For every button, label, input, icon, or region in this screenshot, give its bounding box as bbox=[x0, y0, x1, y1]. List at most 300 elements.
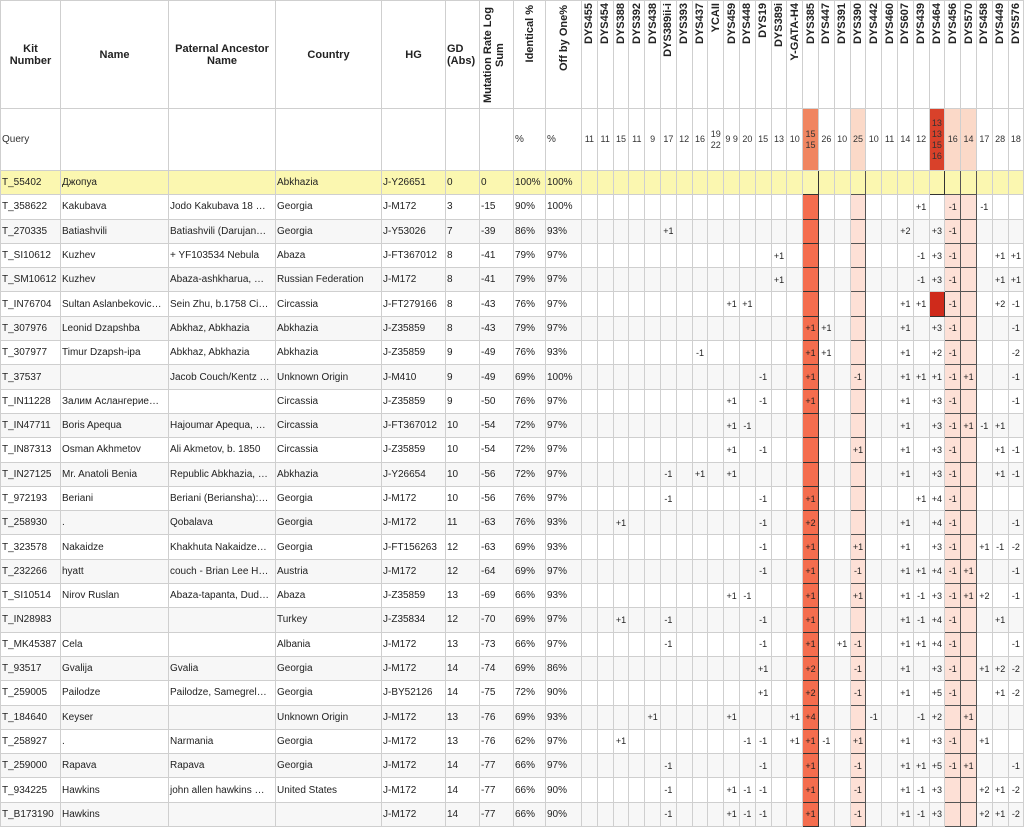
kit-number-cell[interactable]: T_MK45387 bbox=[1, 632, 61, 656]
name-cell[interactable]: Kuzhev bbox=[61, 268, 169, 292]
ancestor-cell: Hajoumar Apequa, … bbox=[169, 413, 276, 437]
off-by-one-cell: 90% bbox=[546, 778, 582, 802]
marker-cell bbox=[992, 219, 1008, 243]
identical-cell: 69% bbox=[514, 559, 546, 583]
marker-cell bbox=[582, 584, 598, 608]
country-cell: Circassia bbox=[276, 389, 382, 413]
hg-cell: J-FT367012 bbox=[382, 243, 446, 267]
country-cell: Abaza bbox=[276, 243, 382, 267]
marker-header[interactable] bbox=[897, 1, 913, 109]
marker-label: DYS447 bbox=[820, 3, 833, 44]
country-cell: Circassia bbox=[276, 438, 382, 462]
marker-cell bbox=[787, 389, 803, 413]
marker-cell: +2 bbox=[976, 802, 992, 826]
marker-cell bbox=[629, 486, 645, 510]
marker-cell: -1 bbox=[945, 195, 961, 219]
marker-cell: +3 bbox=[929, 778, 945, 802]
marker-header[interactable] bbox=[739, 1, 755, 109]
marker-cell bbox=[834, 802, 850, 826]
col-hg[interactable]: HG bbox=[382, 1, 446, 109]
marker-header[interactable] bbox=[597, 1, 613, 109]
marker-header[interactable] bbox=[676, 1, 692, 109]
name-cell[interactable]: Kuzhev bbox=[61, 243, 169, 267]
marker-cell bbox=[771, 316, 787, 340]
marker-header[interactable] bbox=[724, 1, 740, 109]
marker-header[interactable] bbox=[787, 1, 803, 109]
marker-cell bbox=[739, 389, 755, 413]
name-cell[interactable]: Rapava bbox=[61, 754, 169, 778]
marker-cell bbox=[739, 341, 755, 365]
marker-cell: -1 bbox=[913, 268, 929, 292]
marker-cell bbox=[755, 195, 771, 219]
name-cell[interactable]: Gvalija bbox=[61, 656, 169, 680]
name-cell[interactable]: Залим Аслангерие… bbox=[61, 389, 169, 413]
name-cell[interactable]: Boris Apequa bbox=[61, 413, 169, 437]
name-cell[interactable]: Osman Akhmetov bbox=[61, 438, 169, 462]
marker-cell bbox=[582, 754, 598, 778]
marker-cell bbox=[676, 559, 692, 583]
country-cell: Georgia bbox=[276, 754, 382, 778]
marker-cell bbox=[629, 413, 645, 437]
marker-cell bbox=[613, 754, 629, 778]
marker-cell bbox=[882, 535, 898, 559]
name-cell[interactable]: Sultan Aslanbekovic… bbox=[61, 292, 169, 316]
kit-number-cell[interactable]: T_184640 bbox=[1, 705, 61, 729]
marker-cell: +1 bbox=[818, 316, 834, 340]
marker-cell bbox=[834, 292, 850, 316]
kit-number-cell[interactable]: T_IN87313 bbox=[1, 438, 61, 462]
kit-number-cell[interactable]: T_IN28983 bbox=[1, 608, 61, 632]
kit-number-cell[interactable]: T_358622 bbox=[1, 195, 61, 219]
marker-cell: +1 bbox=[692, 462, 708, 486]
marker-cell bbox=[724, 195, 740, 219]
query-marker-value: 28 bbox=[992, 109, 1008, 171]
marker-header[interactable] bbox=[992, 1, 1008, 109]
marker-header[interactable] bbox=[945, 1, 961, 109]
marker-cell: -2 bbox=[1008, 778, 1024, 802]
marker-header[interactable] bbox=[582, 1, 598, 109]
marker-cell bbox=[660, 656, 676, 680]
marker-cell: +1 bbox=[803, 754, 819, 778]
name-cell[interactable]: Beriani bbox=[61, 486, 169, 510]
marker-cell bbox=[771, 729, 787, 753]
marker-header[interactable] bbox=[976, 1, 992, 109]
marker-label: DYS389i bbox=[772, 3, 785, 48]
marker-header[interactable] bbox=[692, 1, 708, 109]
query-marker-value: 16 bbox=[692, 109, 708, 171]
mutation-cell: -75 bbox=[480, 681, 514, 705]
marker-header[interactable] bbox=[613, 1, 629, 109]
table-row[interactable] bbox=[1, 802, 1024, 826]
kit-number-cell[interactable]: T_972193 bbox=[1, 486, 61, 510]
mutation-cell: -50 bbox=[480, 389, 514, 413]
marker-cell bbox=[597, 584, 613, 608]
marker-cell: +4 bbox=[803, 705, 819, 729]
kit-number-cell[interactable]: T_IN27125 bbox=[1, 462, 61, 486]
kit-number-cell[interactable]: T_232266 bbox=[1, 559, 61, 583]
kit-number-cell[interactable]: T_SM10612 bbox=[1, 268, 61, 292]
name-cell[interactable]: Cela bbox=[61, 632, 169, 656]
marker-cell: +1 bbox=[613, 608, 629, 632]
marker-cell bbox=[818, 705, 834, 729]
name-cell[interactable]: Hawkins bbox=[61, 778, 169, 802]
kit-number-cell[interactable]: T_55402 bbox=[1, 171, 61, 195]
marker-cell bbox=[961, 438, 977, 462]
kit-number-cell[interactable]: T_323578 bbox=[1, 535, 61, 559]
marker-cell bbox=[771, 292, 787, 316]
marker-cell: +1 bbox=[755, 681, 771, 705]
hg-cell: J-Z35834 bbox=[382, 608, 446, 632]
name-cell[interactable]: Nirov Ruslan bbox=[61, 584, 169, 608]
marker-cell bbox=[597, 681, 613, 705]
query-off: % bbox=[546, 109, 582, 171]
name-cell[interactable]: Hawkins bbox=[61, 802, 169, 826]
kit-number-cell[interactable]: T_IN11228 bbox=[1, 389, 61, 413]
marker-cell bbox=[929, 171, 945, 195]
marker-cell bbox=[645, 802, 661, 826]
marker-cell: -1 bbox=[945, 486, 961, 510]
marker-cell bbox=[739, 268, 755, 292]
table-row[interactable] bbox=[1, 754, 1024, 778]
kit-number-cell[interactable]: T_SI10612 bbox=[1, 243, 61, 267]
table-row[interactable] bbox=[1, 559, 1024, 583]
marker-cell bbox=[961, 486, 977, 510]
table-row[interactable] bbox=[1, 413, 1024, 437]
marker-cell bbox=[834, 705, 850, 729]
table-row[interactable] bbox=[1, 729, 1024, 753]
marker-cell bbox=[992, 365, 1008, 389]
kit-number-cell[interactable]: T_37537 bbox=[1, 365, 61, 389]
table-row[interactable] bbox=[1, 219, 1024, 243]
kit-number-cell[interactable]: T_259000 bbox=[1, 754, 61, 778]
marker-cell bbox=[692, 705, 708, 729]
marker-cell bbox=[660, 438, 676, 462]
marker-cell bbox=[724, 656, 740, 680]
marker-cell bbox=[992, 171, 1008, 195]
marker-header[interactable] bbox=[708, 1, 724, 109]
marker-cell: +1 bbox=[897, 802, 913, 826]
marker-cell bbox=[676, 341, 692, 365]
query-marker-value: 11 bbox=[629, 109, 645, 171]
table-row[interactable] bbox=[1, 292, 1024, 316]
mutation-cell: -76 bbox=[480, 729, 514, 753]
marker-header[interactable] bbox=[850, 1, 866, 109]
marker-cell: -1 bbox=[755, 389, 771, 413]
kit-number-cell[interactable]: T_934225 bbox=[1, 778, 61, 802]
table-row[interactable] bbox=[1, 632, 1024, 656]
marker-cell bbox=[771, 705, 787, 729]
marker-cell bbox=[961, 292, 977, 316]
marker-cell bbox=[913, 389, 929, 413]
table-row[interactable] bbox=[1, 171, 1024, 195]
kit-number-cell[interactable]: T_307977 bbox=[1, 341, 61, 365]
marker-cell bbox=[708, 438, 724, 462]
table-row[interactable] bbox=[1, 535, 1024, 559]
identical-cell: 79% bbox=[514, 316, 546, 340]
marker-header[interactable] bbox=[866, 1, 882, 109]
marker-cell bbox=[692, 584, 708, 608]
marker-cell bbox=[676, 681, 692, 705]
identical-cell: 69% bbox=[514, 705, 546, 729]
marker-cell: +1 bbox=[803, 316, 819, 340]
marker-cell: -1 bbox=[692, 341, 708, 365]
name-cell[interactable]: hyatt bbox=[61, 559, 169, 583]
marker-cell: +1 bbox=[897, 681, 913, 705]
table-row[interactable] bbox=[1, 438, 1024, 462]
identical-cell: 69% bbox=[514, 608, 546, 632]
marker-cell bbox=[645, 268, 661, 292]
hg-cell: J-FT156263 bbox=[382, 535, 446, 559]
marker-cell bbox=[818, 438, 834, 462]
col-mutation-rate-label: Mutation Rate Log Sum bbox=[481, 7, 506, 103]
name-cell[interactable] bbox=[61, 608, 169, 632]
identical-cell: 79% bbox=[514, 243, 546, 267]
off-by-one-cell: 97% bbox=[546, 292, 582, 316]
marker-header[interactable] bbox=[771, 1, 787, 109]
name-cell[interactable]: Leonid Dzapshba bbox=[61, 316, 169, 340]
marker-cell bbox=[676, 268, 692, 292]
table-row[interactable] bbox=[1, 511, 1024, 535]
marker-cell bbox=[771, 608, 787, 632]
marker-cell: +3 bbox=[929, 219, 945, 243]
table-row[interactable] bbox=[1, 462, 1024, 486]
marker-cell bbox=[692, 778, 708, 802]
marker-cell bbox=[629, 705, 645, 729]
marker-label: DYS438 bbox=[646, 3, 659, 44]
query-marker-value: 13 bbox=[771, 109, 787, 171]
marker-cell bbox=[834, 219, 850, 243]
kit-number-cell[interactable]: T_258927 bbox=[1, 729, 61, 753]
marker-cell bbox=[645, 365, 661, 389]
marker-cell bbox=[818, 778, 834, 802]
marker-cell bbox=[645, 559, 661, 583]
table-row[interactable] bbox=[1, 656, 1024, 680]
marker-label: DYS459 bbox=[725, 3, 738, 44]
name-cell[interactable]: Pailodze bbox=[61, 681, 169, 705]
ancestor-cell: Gvalia bbox=[169, 656, 276, 680]
marker-cell bbox=[882, 292, 898, 316]
marker-cell: +1 bbox=[803, 365, 819, 389]
table-row[interactable] bbox=[1, 316, 1024, 340]
kit-number-cell[interactable]: T_270335 bbox=[1, 219, 61, 243]
name-cell[interactable]: . bbox=[61, 511, 169, 535]
name-cell[interactable]: Mr. Anatoli Benia bbox=[61, 462, 169, 486]
marker-header[interactable] bbox=[755, 1, 771, 109]
name-cell[interactable] bbox=[61, 365, 169, 389]
marker-cell: -1 bbox=[913, 778, 929, 802]
mutation-cell: -49 bbox=[480, 365, 514, 389]
marker-cell: -1 bbox=[913, 705, 929, 729]
marker-cell: +3 bbox=[929, 413, 945, 437]
marker-cell bbox=[724, 632, 740, 656]
off-by-one-cell: 97% bbox=[546, 486, 582, 510]
off-by-one-cell: 100% bbox=[546, 365, 582, 389]
marker-cell bbox=[676, 584, 692, 608]
marker-header[interactable] bbox=[1008, 1, 1024, 109]
country-cell: Abkhazia bbox=[276, 316, 382, 340]
marker-cell bbox=[882, 511, 898, 535]
marker-cell bbox=[945, 778, 961, 802]
kit-number-cell[interactable]: T_B173190 bbox=[1, 802, 61, 826]
marker-cell: -1 bbox=[1008, 292, 1024, 316]
marker-cell bbox=[755, 292, 771, 316]
marker-cell bbox=[961, 681, 977, 705]
kit-number-cell[interactable]: T_258930 bbox=[1, 511, 61, 535]
marker-cell bbox=[834, 656, 850, 680]
table-row[interactable] bbox=[1, 608, 1024, 632]
gd-cell: 3 bbox=[446, 195, 480, 219]
table-row[interactable] bbox=[1, 268, 1024, 292]
ancestor-cell: Sein Zhu, b.1758 Ci… bbox=[169, 292, 276, 316]
marker-cell: -2 bbox=[1008, 681, 1024, 705]
marker-cell bbox=[582, 438, 598, 462]
mutation-cell: -49 bbox=[480, 341, 514, 365]
marker-cell bbox=[850, 195, 866, 219]
col-identical[interactable] bbox=[514, 1, 546, 109]
marker-cell bbox=[976, 171, 992, 195]
marker-cell bbox=[597, 632, 613, 656]
marker-cell bbox=[866, 535, 882, 559]
table-row[interactable] bbox=[1, 365, 1024, 389]
marker-cell bbox=[582, 608, 598, 632]
marker-cell: +1 bbox=[724, 462, 740, 486]
marker-cell bbox=[787, 486, 803, 510]
marker-cell bbox=[913, 413, 929, 437]
query-empty-cell bbox=[382, 109, 446, 171]
marker-cell: +1 bbox=[992, 802, 1008, 826]
table-row[interactable] bbox=[1, 705, 1024, 729]
hg-cell: J-Y53026 bbox=[382, 219, 446, 243]
kit-number-cell[interactable]: T_IN47711 bbox=[1, 413, 61, 437]
marker-header[interactable] bbox=[818, 1, 834, 109]
marker-cell bbox=[976, 365, 992, 389]
marker-cell: -1 bbox=[755, 754, 771, 778]
marker-cell bbox=[724, 365, 740, 389]
marker-cell bbox=[660, 243, 676, 267]
marker-cell: -1 bbox=[945, 729, 961, 753]
marker-label: DYS576 bbox=[1009, 3, 1022, 44]
marker-cell bbox=[613, 195, 629, 219]
marker-cell bbox=[866, 389, 882, 413]
marker-cell: -1 bbox=[945, 268, 961, 292]
marker-header[interactable] bbox=[803, 1, 819, 109]
ancestor-cell: Abaza-tapanta, Dud… bbox=[169, 584, 276, 608]
marker-cell: -1 bbox=[1008, 438, 1024, 462]
marker-cell bbox=[882, 195, 898, 219]
marker-header[interactable] bbox=[961, 1, 977, 109]
name-cell[interactable]: Keyser bbox=[61, 705, 169, 729]
marker-cell bbox=[866, 486, 882, 510]
table-row[interactable] bbox=[1, 243, 1024, 267]
name-cell[interactable]: Nakaidze bbox=[61, 535, 169, 559]
marker-cell bbox=[582, 656, 598, 680]
table-row[interactable] bbox=[1, 778, 1024, 802]
marker-cell bbox=[818, 535, 834, 559]
kit-number-cell[interactable]: T_SI10514 bbox=[1, 584, 61, 608]
marker-cell bbox=[708, 729, 724, 753]
col-country[interactable]: Country bbox=[276, 1, 382, 109]
name-cell[interactable]: Джопуа bbox=[61, 171, 169, 195]
marker-cell: +1 bbox=[724, 389, 740, 413]
col-kit-number[interactable]: Kit Number bbox=[1, 1, 61, 109]
col-off-by-one[interactable] bbox=[546, 1, 582, 109]
table-row[interactable] bbox=[1, 681, 1024, 705]
query-empty-cell bbox=[169, 109, 276, 171]
marker-cell bbox=[692, 559, 708, 583]
col-mutation-rate[interactable] bbox=[480, 1, 514, 109]
marker-cell: +1 bbox=[897, 316, 913, 340]
marker-header[interactable] bbox=[913, 1, 929, 109]
marker-cell bbox=[724, 754, 740, 778]
marker-cell: +1 bbox=[961, 365, 977, 389]
table-row[interactable] bbox=[1, 195, 1024, 219]
table-row[interactable] bbox=[1, 341, 1024, 365]
marker-cell bbox=[771, 486, 787, 510]
marker-cell: -1 bbox=[1008, 365, 1024, 389]
marker-cell bbox=[850, 462, 866, 486]
off-by-one-cell: 93% bbox=[546, 219, 582, 243]
table-row[interactable] bbox=[1, 389, 1024, 413]
table-row[interactable] bbox=[1, 584, 1024, 608]
marker-cell bbox=[645, 389, 661, 413]
marker-cell: +1 bbox=[992, 413, 1008, 437]
marker-cell: -1 bbox=[945, 559, 961, 583]
gd-cell: 9 bbox=[446, 389, 480, 413]
col-paternal-ancestor[interactable]: Paternal Ancestor Name bbox=[169, 1, 276, 109]
marker-cell bbox=[882, 462, 898, 486]
marker-cell bbox=[582, 462, 598, 486]
marker-header[interactable] bbox=[929, 1, 945, 109]
col-name[interactable]: Name bbox=[61, 1, 169, 109]
kit-number-cell[interactable]: T_93517 bbox=[1, 656, 61, 680]
marker-cell bbox=[850, 413, 866, 437]
marker-header[interactable] bbox=[834, 1, 850, 109]
col-gd[interactable]: GD (Abs) bbox=[446, 1, 480, 109]
marker-cell bbox=[645, 413, 661, 437]
kit-number-cell[interactable]: T_259005 bbox=[1, 681, 61, 705]
kit-number-cell[interactable]: T_IN76704 bbox=[1, 292, 61, 316]
marker-cell bbox=[613, 413, 629, 437]
table-row[interactable] bbox=[1, 486, 1024, 510]
marker-cell bbox=[850, 608, 866, 632]
marker-cell bbox=[676, 171, 692, 195]
marker-header[interactable] bbox=[645, 1, 661, 109]
marker-cell bbox=[771, 462, 787, 486]
marker-cell bbox=[645, 438, 661, 462]
name-cell[interactable]: . bbox=[61, 729, 169, 753]
marker-cell bbox=[645, 462, 661, 486]
marker-cell bbox=[708, 802, 724, 826]
country-cell: Albania bbox=[276, 632, 382, 656]
marker-cell: -1 bbox=[755, 729, 771, 753]
marker-cell bbox=[834, 243, 850, 267]
name-cell[interactable]: Timur Dzapsh-ipa bbox=[61, 341, 169, 365]
name-cell[interactable]: Batiashvili bbox=[61, 219, 169, 243]
marker-cell: -1 bbox=[660, 462, 676, 486]
marker-cell: +1 bbox=[961, 584, 977, 608]
marker-cell bbox=[850, 292, 866, 316]
marker-header[interactable] bbox=[629, 1, 645, 109]
marker-cell bbox=[818, 268, 834, 292]
name-cell[interactable]: Kakubava bbox=[61, 195, 169, 219]
marker-cell bbox=[660, 195, 676, 219]
marker-header[interactable] bbox=[660, 1, 676, 109]
marker-cell: -1 bbox=[945, 584, 961, 608]
marker-header[interactable] bbox=[882, 1, 898, 109]
hg-cell: J-M172 bbox=[382, 656, 446, 680]
kit-number-cell[interactable]: T_307976 bbox=[1, 316, 61, 340]
marker-cell bbox=[629, 462, 645, 486]
